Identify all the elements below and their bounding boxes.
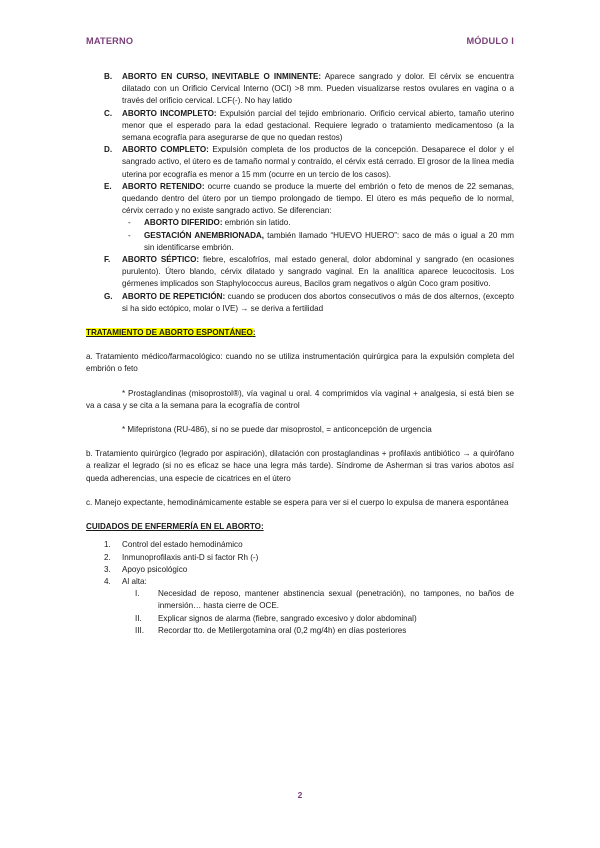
item-description: Aparece sangrado y dolor. El cérvix se encuentra dilatado con un Orificio Cervical Interno (OCI) >8 mm. Pueden visualizarse restos ovulares en vagina o a través del orificio cervical. LCF(-). No hay latido (122, 72, 514, 106)
item-description: cuando se producen dos abortos consecutivos o más de dos alternos, (excepto si ha sido ectópico, molar o IVE) → se deriva a fertilidad (122, 291, 515, 313)
list-item (86, 181, 514, 218)
care-item-number: 4. (104, 576, 111, 586)
spacer (86, 509, 514, 521)
discharge-item-text: Recordar tto. de Metilergotamina oral (0,2 mg/4h) en días posteriores (158, 625, 407, 635)
item-marker: E. (104, 181, 112, 191)
care-item (86, 576, 514, 588)
treatment-heading-colon: : (252, 328, 256, 338)
header-module: MÓDULO I (466, 36, 514, 46)
discharge-item-numeral: III. (135, 625, 144, 635)
item-marker: C. (104, 108, 113, 118)
sub-list-item (86, 217, 514, 229)
sub-list-item (86, 230, 514, 254)
list-item (86, 291, 514, 315)
item-marker: B. (104, 72, 113, 81)
discharge-item (86, 588, 514, 612)
dash-marker: - (128, 218, 131, 228)
discharge-item-numeral: II. (135, 613, 142, 623)
item-term: ABORTO DE REPETICIÓN: (122, 291, 226, 301)
discharge-item-text: Necesidad de reposo, mantener abstinencia sexual (penetración), no tampones, no baños de inmersión… hasta cierre de OCE. (158, 589, 514, 611)
care-heading-colon: : (260, 522, 264, 532)
page-content (86, 71, 514, 637)
care-item (86, 552, 514, 564)
discharge-item-numeral: I. (135, 589, 140, 599)
item-marker: D. (104, 145, 113, 155)
page-number: 2 (297, 790, 303, 800)
spacer (86, 339, 514, 351)
page-header (86, 36, 514, 50)
care-item-number: 1. (104, 540, 111, 550)
care-item-text: Apoyo psicológico (122, 564, 188, 574)
care-heading (86, 521, 514, 533)
spacer (86, 436, 514, 448)
treatment-prostaglandins: * Prostaglandinas (misoprostol®), vía vaginal u oral. 4 comprimidos vía vaginal + analgesia, si está bien se va a casa y se cita a la semana para la ecografía de control (86, 388, 514, 410)
item-description: ocurre cuando se produce la muerte del embrión o feto de menos de 22 semanas, quedando dentro del útero por un tiempo prolongado de tiempo. El útero es más pequeño de lo normal, cérvix cerrado y no existe sangrado activo. Se diferencian: (122, 181, 514, 216)
header-subject: MATERNO (86, 36, 134, 46)
item-term: ABORTO EN CURSO, INEVITABLE O INMINENTE: (122, 72, 322, 81)
item-term: ABORTO RETENIDO: (122, 181, 205, 191)
discharge-item (86, 625, 514, 637)
item-marker: G. (104, 291, 113, 301)
treatment-surgical: b. Tratamiento quirúrgico (legrado por aspiración), dilatación con prostaglandinas + profilaxis antibiótico → a quirófano a realizar el legrado (si no es eficaz se hace una legra más tarde). Síndrome de Asherman si tras varios abotos así queda adherencias, una especie de cicatrices en el útero (86, 449, 514, 483)
care-item-text: Control del estado hemodinámico (122, 540, 243, 550)
care-item-number: 3. (104, 564, 111, 574)
subitem-term: ABORTO DIFERIDO: (144, 218, 223, 228)
treatment-heading (86, 327, 514, 339)
care-heading-text: CUIDADOS DE ENFERMERÍA EN EL ABORTO (86, 522, 261, 532)
item-description: Expulsión completa de los productos de la concepción. Desaparece el dolor y el sangrado activo, el útero es de tamaño normal y contraído, el cérvix está cerrado. El grosor de la línea media uterina por ecografía es menor a 15 mm (ocurre en un tercio de los casos). (122, 145, 514, 179)
list-item (86, 144, 514, 181)
item-term: ABORTO COMPLETO: (122, 145, 209, 155)
list-item (86, 254, 514, 291)
spacer (86, 485, 514, 497)
care-item-text: Al alta: (122, 576, 147, 586)
treatment-expectant: c. Manejo expectante, hemodinámicamente estable se espera para ver si el cuerpo lo expulsa de manera espontánea (86, 497, 509, 507)
list-item (86, 71, 514, 108)
treatment-mifepristone: * Mifepristona (RU-486), si no se puede dar misoprostol, = anticoncepción de urgencia (122, 425, 432, 435)
care-item-number: 2. (104, 552, 111, 562)
list-item (86, 108, 514, 145)
subitem-description: también llamado “HUEVO HUERO”: saco de más o igual a 20 mm sin identificarse embrión. (144, 230, 514, 252)
item-description: Expulsión parcial del tejido embrionario. Orificio cervical abierto, tamaño uterino menor que el esperado para la edad gestacional. Requiere legrado o tratamiento medicamentoso (a la semana ecografía para asegurarse de que no quedan restos) (122, 108, 514, 143)
treatment-heading-text: TRATAMIENTO DE ABORTO ESPONTÁNEO (86, 328, 253, 338)
care-item (86, 539, 514, 551)
item-description: fiebre, escalofríos, mal estado general, dolor abdominal y sangrado (en ocasiones purulento). Útero blando, cérvix dilatado y sangrado vaginal. En la analítica aparece leucocitosis. Los gérmenes implicados son Staphylococcus aureus, Bacilos gram negativos o algún Coco gram positivo. (122, 255, 514, 289)
spacer (86, 412, 514, 424)
spacer (86, 376, 514, 388)
subitem-term: GESTACIÓN ANEMBRIONADA, (144, 230, 265, 240)
discharge-item (86, 613, 514, 625)
dash-marker: - (128, 230, 131, 240)
treatment-medical: a. Tratamiento médico/farmacológico: cuando no se utiliza instrumentación quirúrgica para la expulsión completa del embrión o feto (86, 352, 514, 374)
discharge-item-text: Explicar signos de alarma (fiebre, sangrado excesivo y dolor abdominal) (158, 613, 417, 623)
care-item-text: Inmunoprofilaxis anti-D si factor Rh (-) (122, 552, 259, 562)
item-marker: F. (104, 255, 111, 265)
item-term: ABORTO INCOMPLETO: (122, 108, 217, 118)
item-term: ABORTO SÉPTICO: (122, 255, 200, 265)
care-item (86, 564, 514, 576)
subitem-description: embrión sin latido. (222, 218, 291, 228)
